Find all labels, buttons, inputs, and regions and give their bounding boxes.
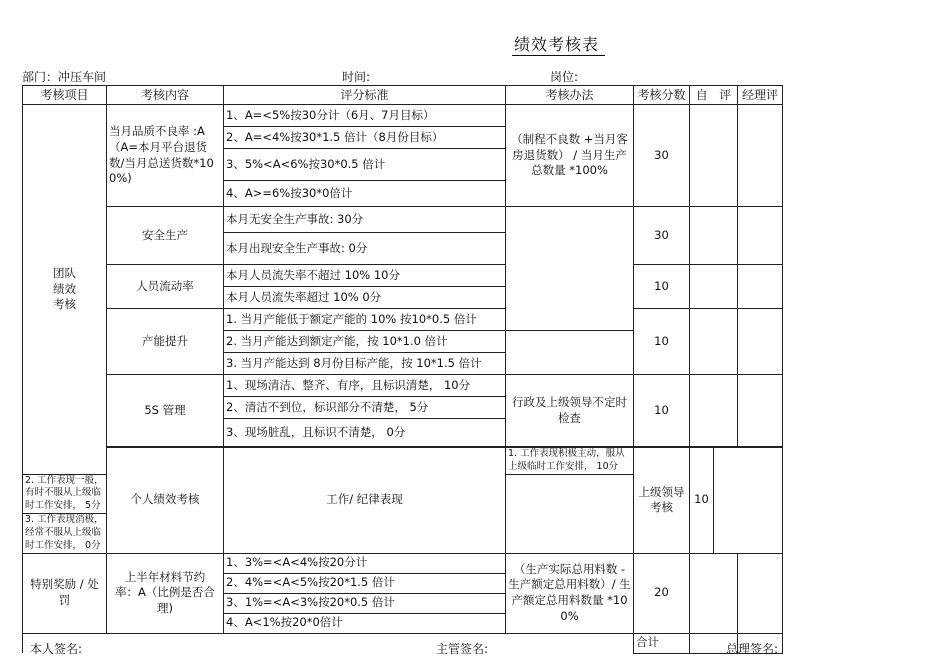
header-method: 考核办法 [506, 86, 634, 105]
capacity-score: 10 [634, 309, 690, 375]
personal-self-score-2 [738, 448, 783, 554]
table-row [23, 553, 783, 573]
performance-sheet [22, 18, 782, 668]
personal-criteria-3: 3. 工作表现消极，经常不服从上级临时工作安排， 0分 [23, 514, 107, 553]
safety-self-score [690, 207, 714, 265]
reward-manager-score [738, 553, 783, 633]
position-label: 岗位: [550, 70, 579, 84]
header-content: 考核内容 [107, 86, 224, 105]
reward-criteria-4: 4、A<1%按20*0倍计 [224, 613, 506, 633]
header-row [23, 86, 783, 105]
personal-criteria-2: 2. 工作表现一般，有时不服从上级临时工作安排， 5分 [23, 474, 107, 513]
header-score: 考核分数 [634, 86, 690, 105]
quality-criteria-4: 4、A>=6%按30*0倍计 [224, 181, 506, 207]
safety-manager-score [738, 207, 783, 265]
personal-content: 工作/ 纪律表现 [224, 448, 506, 554]
personal-criteria-1: 1. 工作表现积极主动，服从上级临时工作安排， 10分 [506, 448, 634, 475]
safety-self-score-2 [714, 207, 738, 265]
quality-self-score [690, 105, 714, 207]
turnover-criteria-2: 本月人员流失率超过 10% 0分 [224, 287, 506, 309]
turnover-criteria-1: 本月人员流失率不超过 10% 10分 [224, 265, 506, 287]
capacity-criteria-2: 2. 当月产能达到额定产能，按 10*1.0 倍计 [224, 331, 506, 353]
header-self-2: 评 [714, 86, 738, 105]
reward-method: （生产实际总用料数 - 生产额定总用料数）/ 生产额定总用料数量 *100% [506, 553, 634, 633]
safety-method [506, 207, 634, 331]
reward-self-score [690, 553, 714, 633]
capacity-criteria-1: 1. 当月产能低于额定产能的 10% 按10*0.5 倍计 [224, 309, 506, 331]
turnover-content: 人员流动率 [107, 265, 224, 309]
table-row [23, 375, 783, 397]
capacity-manager-score [738, 309, 783, 375]
header-self: 自 [690, 86, 714, 105]
quality-criteria-1: 1、A=<5%按30分计（6月、7月目标） [224, 105, 506, 127]
department-label: 部门：冲压车间 [22, 70, 107, 84]
table-row [23, 265, 783, 287]
reward-criteria-2: 2、4%=<A<5%按20*1.5 倍计 [224, 573, 506, 593]
capacity-content: 产能提升 [107, 309, 224, 375]
safety-criteria-2: 本月出现安全生产事故: 0分 [224, 233, 506, 265]
supervisor-signature: 主管签名: [436, 642, 489, 656]
table-row [23, 309, 783, 331]
reward-category: 特别奖励 / 处罚 [23, 553, 107, 633]
reward-content: 上半年材料节约率：A（比例是否合理) [107, 553, 224, 633]
manager-signature: 总理签名: [726, 642, 779, 656]
quality-score: 30 [634, 105, 690, 207]
reward-criteria-1: 1、3%=<A<4%按20分计 [224, 553, 506, 573]
quality-criteria-3: 3、5%<A<6%按30*0.5 倍计 [224, 149, 506, 181]
fives-criteria-3: 3、现场脏乱，且标识不清楚， 0分 [224, 419, 506, 447]
fives-method: 行政及上级领导不定时检查 [506, 375, 634, 447]
reward-criteria-3: 3、1%=<A<3%按20*0.5 倍计 [224, 593, 506, 613]
capacity-self-score [690, 309, 714, 375]
turnover-score: 10 [634, 265, 690, 309]
capacity-self-score-2 [714, 309, 738, 375]
safety-criteria-1: 本月无安全生产事故: 30分 [224, 207, 506, 233]
personal-self-score [714, 448, 738, 554]
table-row [23, 207, 783, 233]
personal-score: 10 [690, 448, 714, 554]
time-label: 时间: [342, 70, 371, 84]
turnover-manager-score [738, 265, 783, 309]
header-criteria: 评分标准 [224, 86, 506, 105]
turnover-self-score [690, 265, 714, 309]
personal-method: 上级领导考核 [634, 448, 690, 554]
safety-content: 安全生产 [107, 207, 224, 265]
self-signature: 本人签名: [30, 642, 83, 656]
table-row [23, 448, 783, 475]
reward-score: 20 [634, 553, 690, 633]
team-category: 团队绩效考核 [23, 105, 107, 475]
quality-content: 当月品质不良率 :A（A=本月平台退货数/当月总送货数*100%) [107, 105, 224, 207]
total-label: 合计 [634, 633, 690, 653]
turnover-self-score-2 [714, 265, 738, 309]
total-self-score [690, 633, 714, 653]
personal-category: 个人绩效考核 [107, 448, 224, 554]
header-manager: 经理评 [738, 86, 783, 105]
fives-manager-score [738, 375, 783, 447]
evaluation-table [22, 85, 783, 654]
fives-content: 5S 管理 [107, 375, 224, 447]
safety-score: 30 [634, 207, 690, 265]
quality-self-score-2 [714, 105, 738, 207]
fives-score: 10 [634, 375, 690, 447]
page-title: 绩效考核表 [512, 32, 605, 56]
table-row [23, 105, 783, 127]
fives-self-score [690, 375, 714, 447]
quality-method: （制程不良数 +当月客房退货数） / 当月生产总数量 *100% [506, 105, 634, 207]
reward-self-score-2 [714, 553, 738, 633]
total-row [23, 633, 783, 653]
header-category: 考核项目 [23, 86, 107, 105]
quality-criteria-2: 2、A=<4%按30*1.5 倍计（8月份目标） [224, 127, 506, 149]
fives-criteria-1: 1、现场清洁、整齐、有序，且标识清楚， 10分 [224, 375, 506, 397]
fives-self-score-2 [714, 375, 738, 447]
capacity-criteria-3: 3. 当月产能达到 8月份目标产能，按 10*1.5 倍计 [224, 353, 506, 375]
fives-criteria-2: 2、清洁不到位，标识部分不清楚， 5分 [224, 397, 506, 419]
quality-manager-score [738, 105, 783, 207]
